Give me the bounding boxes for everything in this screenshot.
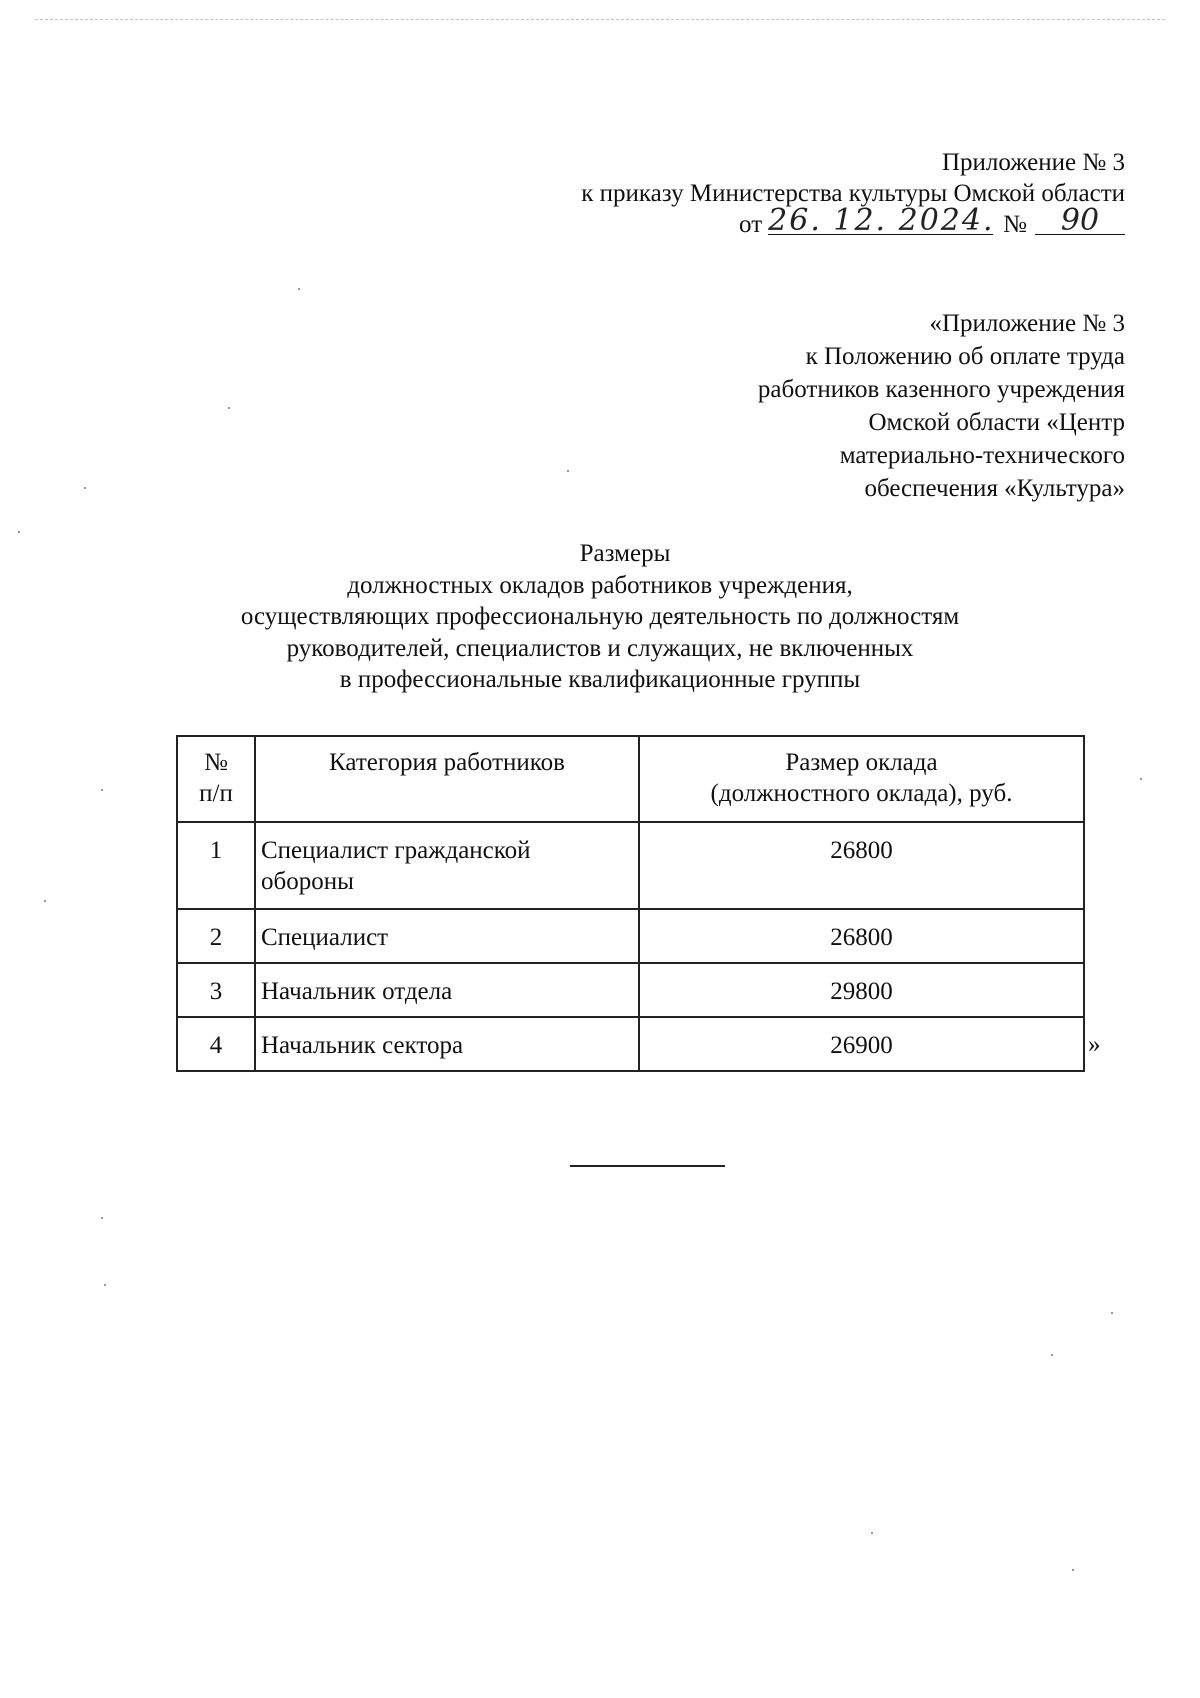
row-salary: 29800 <box>639 963 1084 1017</box>
header-num <box>177 736 255 822</box>
table-row <box>177 909 1084 963</box>
order-header-line1: Приложение № 3 <box>941 149 1125 176</box>
header-salary-line1: Размер оклада <box>785 749 938 776</box>
table-row <box>177 963 1084 1017</box>
order-number-label: № <box>1003 211 1027 238</box>
row-category-line2: обороны <box>261 868 354 895</box>
annex-line: материально-технического <box>839 442 1125 469</box>
row-category: Специалист <box>255 909 639 963</box>
table-row <box>177 822 1084 909</box>
closing-quote: » <box>1088 1031 1101 1058</box>
title-line: осуществляющих профессиональную деятельность по должностям <box>240 603 960 630</box>
order-header <box>581 147 1125 240</box>
scan-speck <box>18 531 20 533</box>
row-num: 4 <box>177 1017 255 1071</box>
row-num: 3 <box>177 963 255 1017</box>
scan-speck <box>1140 778 1142 780</box>
salary-table <box>176 735 1085 1072</box>
row-num: 1 <box>177 822 255 909</box>
row-num: 2 <box>177 909 255 963</box>
header-salary <box>639 736 1084 822</box>
annex-line: работников казенного учреждения <box>757 376 1125 403</box>
order-from-label: от <box>739 211 763 238</box>
order-date-number-line <box>581 203 1125 240</box>
row-salary: 26800 <box>639 822 1084 909</box>
row-category: Начальник отдела <box>255 963 639 1017</box>
scan-speck <box>298 288 300 290</box>
document-title <box>0 538 1200 696</box>
header-num-line2: п/п <box>199 780 233 807</box>
scan-speck <box>567 470 569 472</box>
order-date-handwritten: 26. 12. 2024. <box>768 203 995 238</box>
header-salary-line2: (должностного оклада), руб. <box>710 780 1013 807</box>
order-header-line2: к приказу Министерства культуры Омской области <box>581 180 1125 207</box>
title-line: в профессиональные квалификационные группы <box>339 666 861 693</box>
scan-speck <box>101 1217 103 1219</box>
row-salary: 26900 <box>639 1017 1084 1071</box>
scan-speck <box>228 407 230 409</box>
table-header-row <box>177 736 1084 822</box>
end-rule <box>570 1165 725 1167</box>
row-salary: 26800 <box>639 909 1084 963</box>
scan-speck <box>44 900 46 902</box>
row-category: Начальник сектора <box>255 1017 639 1071</box>
scan-speck <box>84 487 86 489</box>
order-number-handwritten: 90 <box>1035 208 1125 235</box>
scan-speck <box>101 789 103 791</box>
annex-header <box>758 307 1125 505</box>
scan-speck <box>1072 1569 1074 1571</box>
scan-speck <box>104 1284 106 1286</box>
annex-line: обеспечения «Культура» <box>864 475 1125 502</box>
scan-edge-line <box>35 19 1165 20</box>
header-num-line1: № <box>204 749 228 776</box>
scan-speck <box>871 1532 873 1534</box>
scan-speck <box>1111 1312 1113 1314</box>
row-category-line1: Специалист гражданской <box>261 837 531 864</box>
scan-speck <box>1051 1354 1053 1356</box>
title-line: Размеры <box>579 540 671 567</box>
annex-line: Омской области «Центр <box>868 409 1125 436</box>
annex-line: к Положению об оплате труда <box>805 343 1125 370</box>
title-line: должностных окладов работников учреждения, <box>347 571 853 599</box>
row-category <box>255 822 639 909</box>
title-line: руководителей, специалистов и служащих, не включенных <box>286 634 914 662</box>
table-row <box>177 1017 1084 1071</box>
annex-line: «Приложение № 3 <box>929 310 1125 337</box>
header-category: Категория работников <box>255 736 639 822</box>
